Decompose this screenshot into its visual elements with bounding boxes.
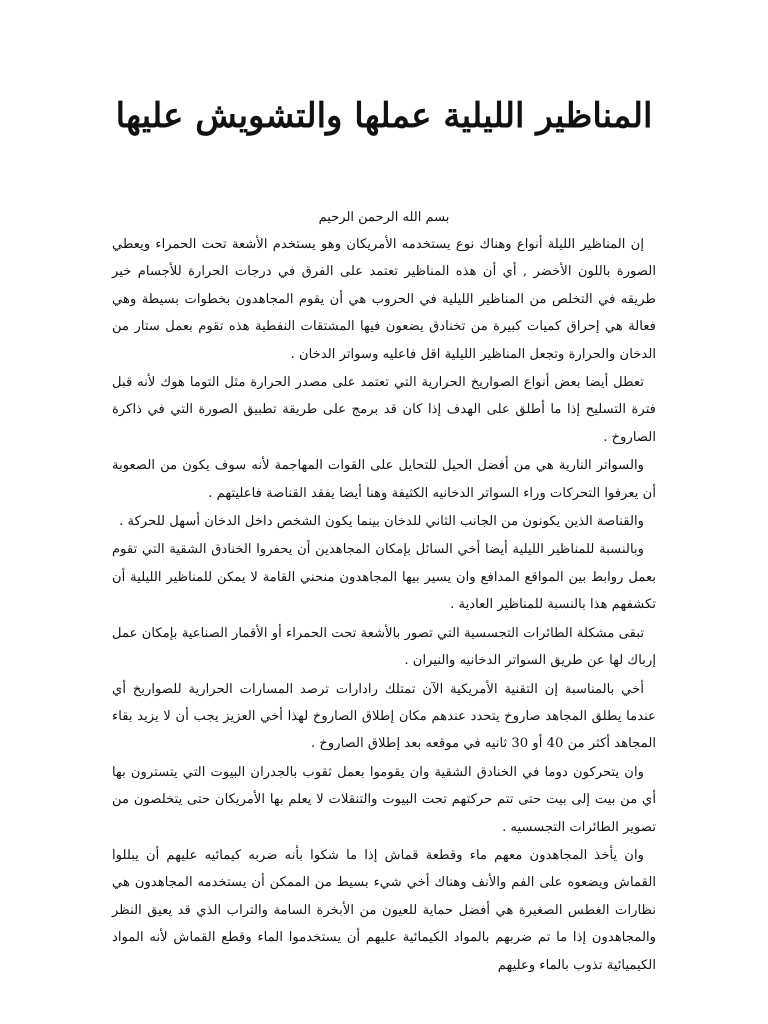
paragraph: والسواتر النارية هي من أفضل الحيل للتحايل على القوات المهاجمة لأنه سوف يكون من الصعوبة أن يعرفوا التحركات وراء السواتر الدخانيه الكثيفة وهنا أيضا يفقد القناصة فاعليتهم .	[112, 458, 656, 501]
paragraph: وان يأخذ المجاهدون معهم ماء وقطعة قماش إذا ما شكوا بأنه ضربه كيمائيه عليهم أن يبللوا القماش ويضعوه على الفم والأنف وهناك أخي شيء بسيط من الممكن أن يستخدمه المجاهدون هي نظارات الغطس الصغيرة هي أفضل حماية للعيون من الأبخرة السامة والتراب الذي قد يعيق النظر والمجاهدون إذا ما تم ضربهم بالمواد الكيمائية عليهم أن يستخدموا الماء وقطع القماش لأنه المواد الكيميائية تذوب بالماء وعليهم	[112, 847, 656, 973]
paragraph: تعطل أيضا بعض أنواع الصواريخ الحرارية التي تعتمد على مصدر الحرارة مثل التوما هوك لأنه قبل فترة التسليح إذا ما أطلق على الهدف إذا كان قد برمج على طريقة تطبيق الصورة التي في ذاكرة الصاروخ .	[112, 375, 656, 445]
paragraph: أخي بالمناسبة إن التقنية الأمريكية الآن تمتلك رادارات ترصد المسارات الحرارية للصواريخ أي عندما يطلق المجاهد صاروخ يتحدد عندهم مكان إطلاق الصاروخ لهذا أخي العزيز يجب أن لا يزيد بقاء المجاهد أكثر من 40 أو 30 ثانيه في موقعه بعد إطلاق الصاروخ .	[112, 681, 656, 752]
document-body	[112, 205, 656, 980]
paragraph: إن المناظير الليلة أنواع وهناك نوع يستخدمه الأمريكان وهو يستخدم الأشعة تحت الحمراء ويعطي الصورة باللون الأخضر , أي أن هذه المناظير تعتمد على الفرق في درجات الحرارة للأجسام خير طريقه في التخلص من المناظير الليلية في الحروب هي أن يقوم المجاهدون بخطوات بسيطة وهي فعالة هي إحراق كميات كبيرة من تخنادق يضعون فيها المشتقات النفطية هذه تقوم بعمل ستار من الدخان والحرارة وتجعل المناظير الليلية اقل فاعليه وسواتر الدخان .	[112, 237, 656, 362]
paragraph: تبقى مشكلة الطائرات التجسسية التي تصور بالأشعة تحت الحمراء أو الأقمار الصناعية بإمكان عمل إرباك لها عن طريق السواتر الدخانيه والنيران .	[112, 625, 656, 669]
basmala: بسم الله الرحمن الرحيم	[318, 210, 450, 225]
paragraph: وان يتحركون دوما في الخنادق الشقية وان يقوموا بعمل ثقوب بالجدران البيوت التي يتسترون بها أي من بيت إلى بيت حتى تتم حركتهم تحت البيوت والتنقلات لا يعلم بها الأمريكان حتى يتخلصون من تصوير الطائرات التجسسيه .	[112, 764, 656, 835]
paragraph: وبالنسبة للمناظير الليلية أيضا أخي السائل بإمكان المجاهدين أن يحفروا الخنادق الشقية التي تقوم بعمل روابط بين المواقع المدافع وان يسير بيها المجاهدون منحني القامة لا يمكن للمناظير الليلية أن تكشفهم هذا بالنسبة للمناظير العادية .	[112, 542, 656, 613]
page-title: المناظير الليلية عملها والتشويش عليها	[115, 96, 653, 136]
paragraph: والقناصة الذين يكونون من الجانب الثاني للدخان بينما يكون الشخص داخل الدخان أسهل للحركة .	[119, 514, 644, 530]
